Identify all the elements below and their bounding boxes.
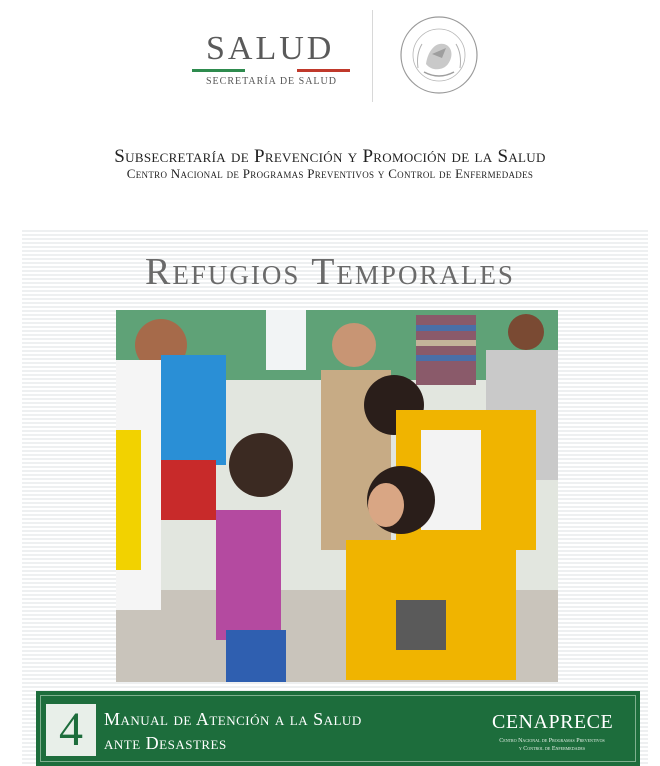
header-logos <box>0 8 660 108</box>
logo-divider <box>372 10 373 102</box>
cenaprece-subtitle-1: Centro Nacional de Programas Preventivos <box>499 738 605 744</box>
cenaprece-logo: CENAPRECE <box>492 711 614 733</box>
salud-logo-subtitle: SECRETARÍA DE SALUD <box>206 76 337 87</box>
subsecretaria-title: Subsecretaría de Prevención y Promoción de la Salud <box>114 146 546 167</box>
manual-title-line1: Manual de Atención a la Salud <box>104 709 362 729</box>
centro-nacional-title: Centro Nacional de Programas Preventivos y Control de Enfermedades <box>126 166 534 181</box>
manual-title-line2: ante Desastres <box>104 733 227 753</box>
mexico-seal-icon <box>398 14 480 96</box>
salud-logo-title: SALUD <box>206 30 335 67</box>
shelter-photo <box>116 310 558 682</box>
cover-title: Refugios Temporales <box>145 251 515 293</box>
cenaprece-subtitle-2: y Control de Enfermedades <box>518 746 586 752</box>
salud-logo-bar <box>192 69 350 72</box>
manual-number: 4 <box>46 704 96 756</box>
